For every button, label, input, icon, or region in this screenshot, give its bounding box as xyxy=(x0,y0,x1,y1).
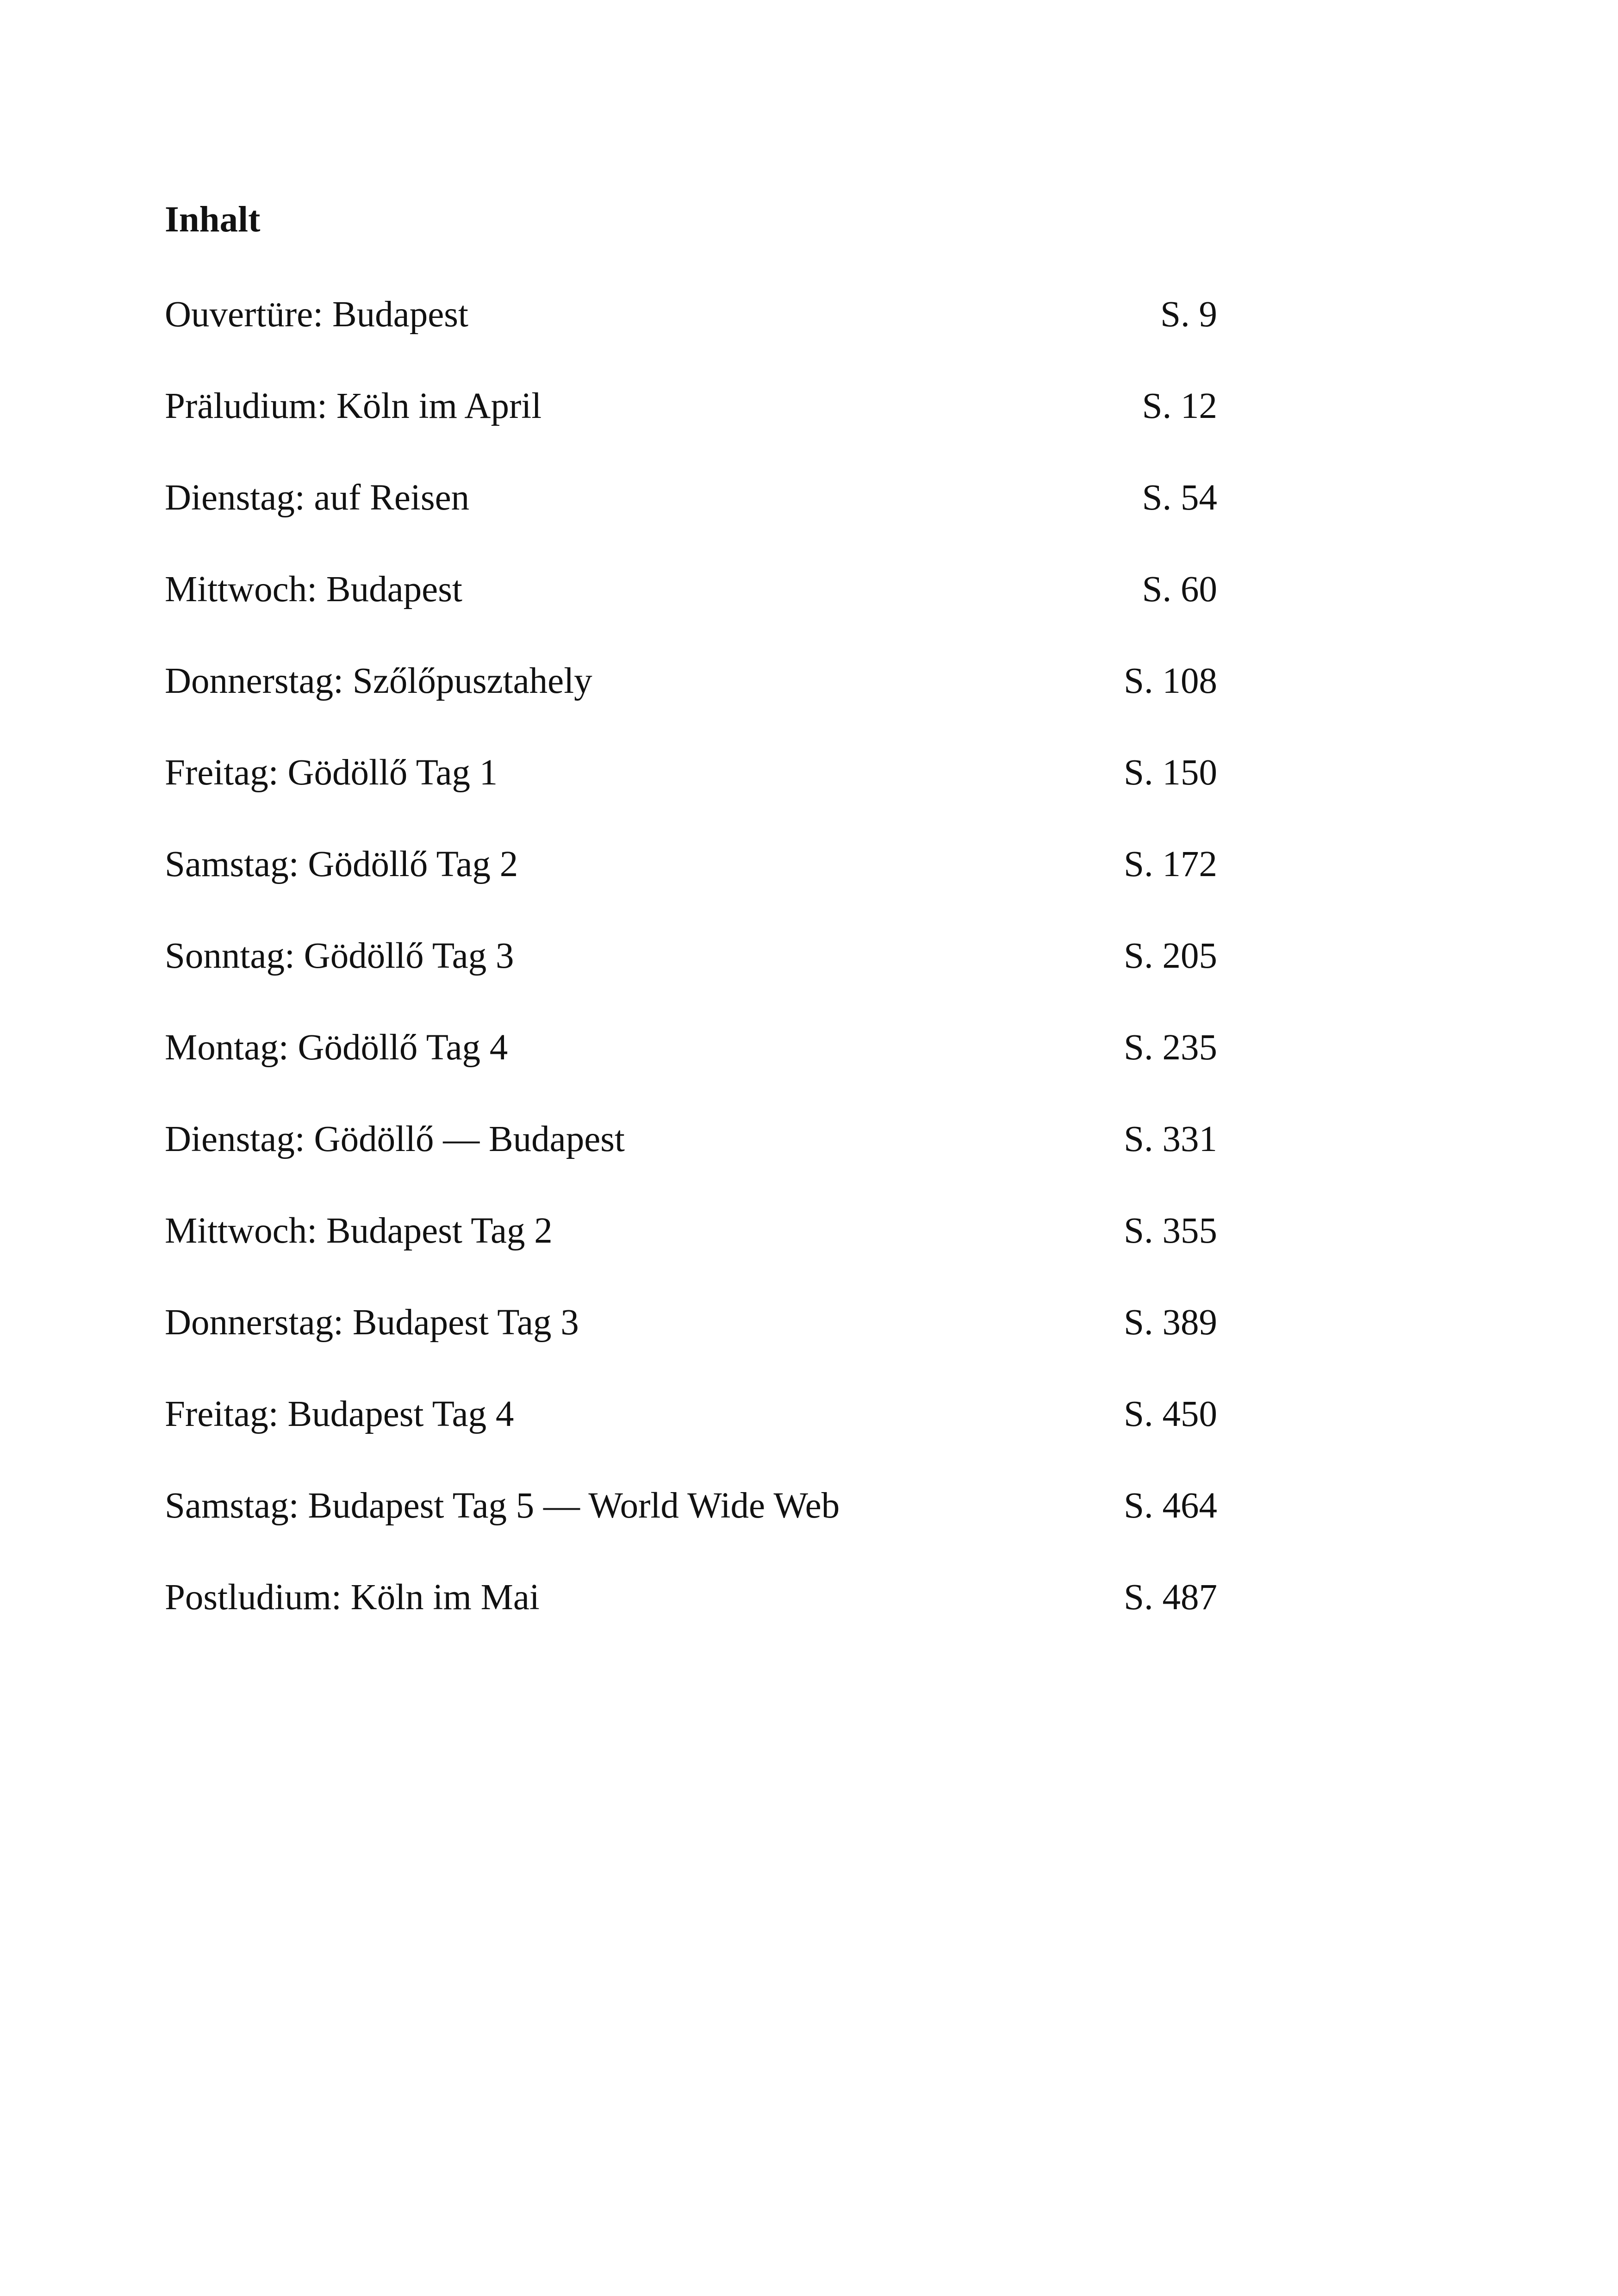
toc-entry-title: Freitag: Gödöllő Tag 1 xyxy=(165,753,498,793)
toc-entry-title: Donnerstag: Szőlőpusztahely xyxy=(165,661,592,701)
toc-entry-page: S. 389 xyxy=(1124,1302,1217,1343)
toc-entry-page: S. 205 xyxy=(1124,936,1217,976)
toc-entry-page: S. 172 xyxy=(1124,844,1217,884)
toc-entry xyxy=(165,1208,1217,1300)
toc-entry-page: S. 54 xyxy=(1142,478,1217,518)
toc-entry-title: Sonntag: Gödöllő Tag 3 xyxy=(165,936,514,976)
toc-entry-title: Donnerstag: Budapest Tag 3 xyxy=(165,1302,579,1343)
toc-entry-page: S. 235 xyxy=(1124,1027,1217,1068)
toc-entry-page: S. 355 xyxy=(1124,1211,1217,1251)
toc-entry-title: Samstag: Gödöllő Tag 2 xyxy=(165,844,518,884)
toc-entry xyxy=(165,1300,1217,1391)
toc-entry-title: Dienstag: Gödöllő — Budapest xyxy=(165,1119,625,1159)
toc-entry-page: S. 331 xyxy=(1124,1119,1217,1159)
toc-entry-title: Präludium: Köln im April xyxy=(165,386,542,426)
toc-entry-page: S. 450 xyxy=(1124,1394,1217,1434)
toc-entry xyxy=(165,566,1217,658)
toc-entry-page: S. 487 xyxy=(1124,1577,1217,1618)
toc-entry-page: S. 150 xyxy=(1124,753,1217,793)
toc-entry xyxy=(165,1574,1217,1666)
toc-entry-page: S. 108 xyxy=(1124,661,1217,701)
toc-entry-title: Postludium: Köln im Mai xyxy=(165,1577,540,1618)
page-title: Inhalt xyxy=(165,199,261,240)
toc-entry-title: Mittwoch: Budapest Tag 2 xyxy=(165,1211,553,1251)
toc-entry-title: Ouvertüre: Budapest xyxy=(165,294,468,335)
toc-entry xyxy=(165,1391,1217,1483)
table-of-contents xyxy=(165,292,1217,1666)
toc-entry-title: Mittwoch: Budapest xyxy=(165,569,462,610)
toc-entry xyxy=(165,841,1217,933)
toc-entry-title: Samstag: Budapest Tag 5 — World Wide Web xyxy=(165,1486,840,1526)
toc-entry xyxy=(165,292,1217,383)
toc-entry-title: Dienstag: auf Reisen xyxy=(165,478,470,518)
toc-entry xyxy=(165,1025,1217,1116)
toc-entry xyxy=(165,383,1217,475)
toc-entry xyxy=(165,750,1217,841)
toc-entry-page: S. 464 xyxy=(1124,1486,1217,1526)
toc-entry xyxy=(165,1116,1217,1208)
toc-entry-page: S. 12 xyxy=(1142,386,1217,426)
toc-entry-page: S. 60 xyxy=(1142,569,1217,610)
toc-entry-page: S. 9 xyxy=(1160,294,1217,335)
toc-entry-title: Montag: Gödöllő Tag 4 xyxy=(165,1027,508,1068)
toc-entry xyxy=(165,658,1217,750)
toc-entry xyxy=(165,933,1217,1025)
toc-entry-title: Freitag: Budapest Tag 4 xyxy=(165,1394,514,1434)
toc-entry xyxy=(165,475,1217,566)
toc-entry xyxy=(165,1483,1217,1574)
